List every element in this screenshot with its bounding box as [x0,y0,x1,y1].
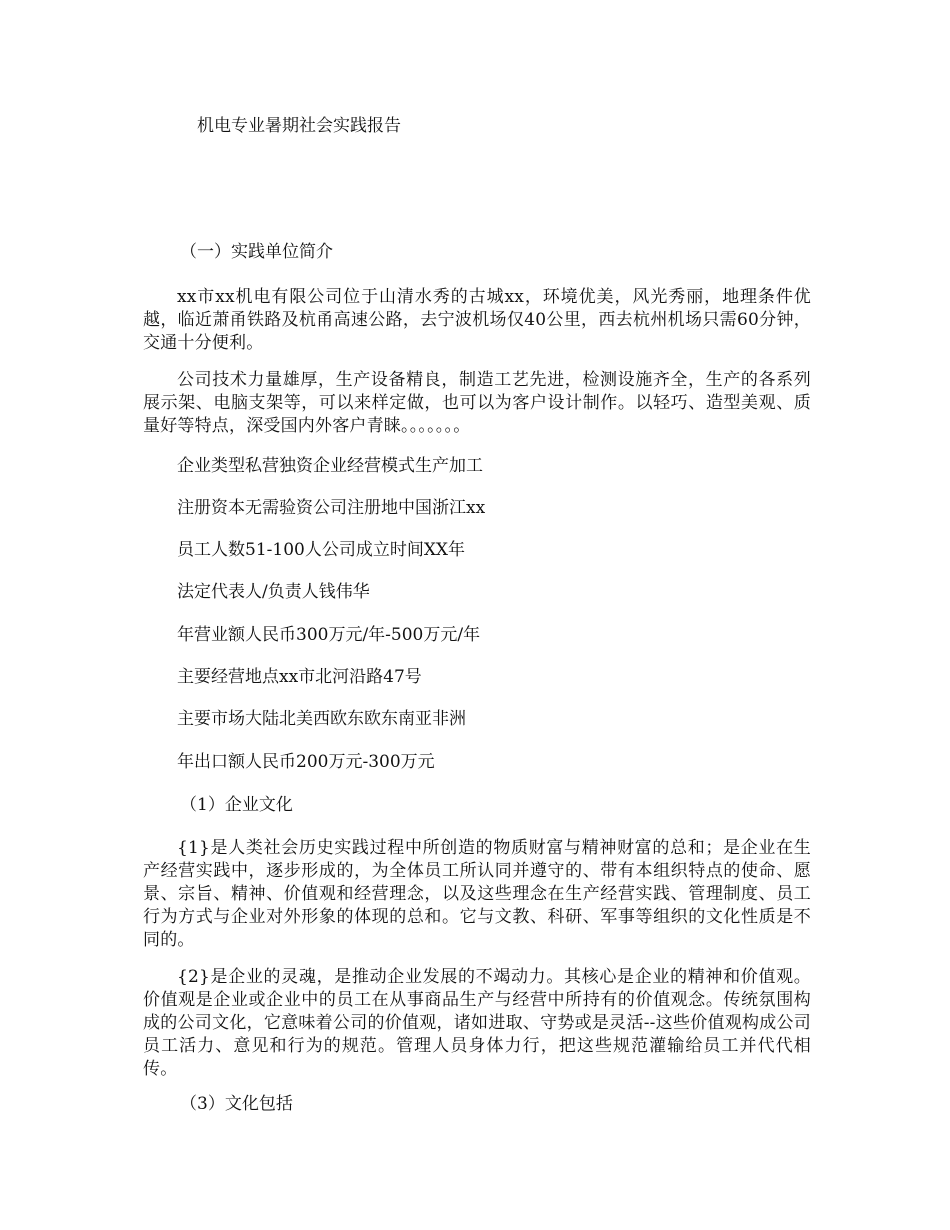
section-heading-corporate-culture: （1）企业文化 [180,795,293,815]
intro-paragraph-location: xx市xx机电有限公司位于山清水秀的古城xx，环境优美，风光秀丽，地理条件优越，临近萧甬铁路及杭甬高速公路，去宁波机场仅40公里，西去杭州机场只需60分钟，交通十分便利。 [143,287,811,353]
fact-employee-count: 员工人数51-100人公司成立时间XX年 [177,540,466,560]
fact-annual-export: 年出口额人民币200万元-300万元 [177,752,435,772]
fact-annual-revenue: 年营业额人民币300万元/年-500万元/年 [177,625,481,645]
culture-paragraph-1: {1}是人类社会历史实践过程中所创造的物质财富与精神财富的总和；是企业在生产经营实践中，逐步形成的，为全体员工所认同并遵守的、带有本组织特点的使命、愿景、宗旨、精神、价值观和经营理念，以及这些理念在生产经营实践、管理制度、员工行为方式与企业对外形象的体现的总和。它与文教、科研、军事等组织的文化性质是不同的。 [143,838,811,950]
fact-registered-capital: 注册资本无需验资公司注册地中国浙江xx [177,498,486,518]
fact-business-address: 主要经营地点xx市北河沿路47号 [177,667,422,687]
section-heading-practice-unit: （一）实践单位简介 [180,242,333,262]
fact-main-markets: 主要市场大陆北美西欧东欧东南亚非洲 [177,709,466,729]
intro-paragraph-technology: 公司技术力量雄厚，生产设备精良，制造工艺先进，检测设施齐全，生产的各系列展示架、电脑支架等，可以来样定做，也可以为客户设计制作。以轻巧、造型美观、质量好等特点，深受国内外客户青睐。。。。。。。 [143,370,811,436]
document-title: 机电专业暑期社会实践报告 [197,116,401,136]
fact-enterprise-type: 企业类型私营独资企业经营模式生产加工 [177,456,483,476]
culture-paragraph-2: {2}是企业的灵魂，是推动企业发展的不竭动力。其核心是企业的精神和价值观。价值观是企业或企业中的员工在从事商品生产与经营中所持有的价值观念。传统氛围构成的公司文化，它意味着公司的价值观，诸如进取、守势或是灵活--这些价值观构成公司员工活力、意见和行为的规范。管理人员身体力行，把这些规范灌输给员工并代代相传。 [143,967,811,1079]
section-heading-culture-includes: （3）文化包括 [180,1094,293,1114]
fact-legal-representative: 法定代表人/负责人钱伟华 [177,582,370,602]
